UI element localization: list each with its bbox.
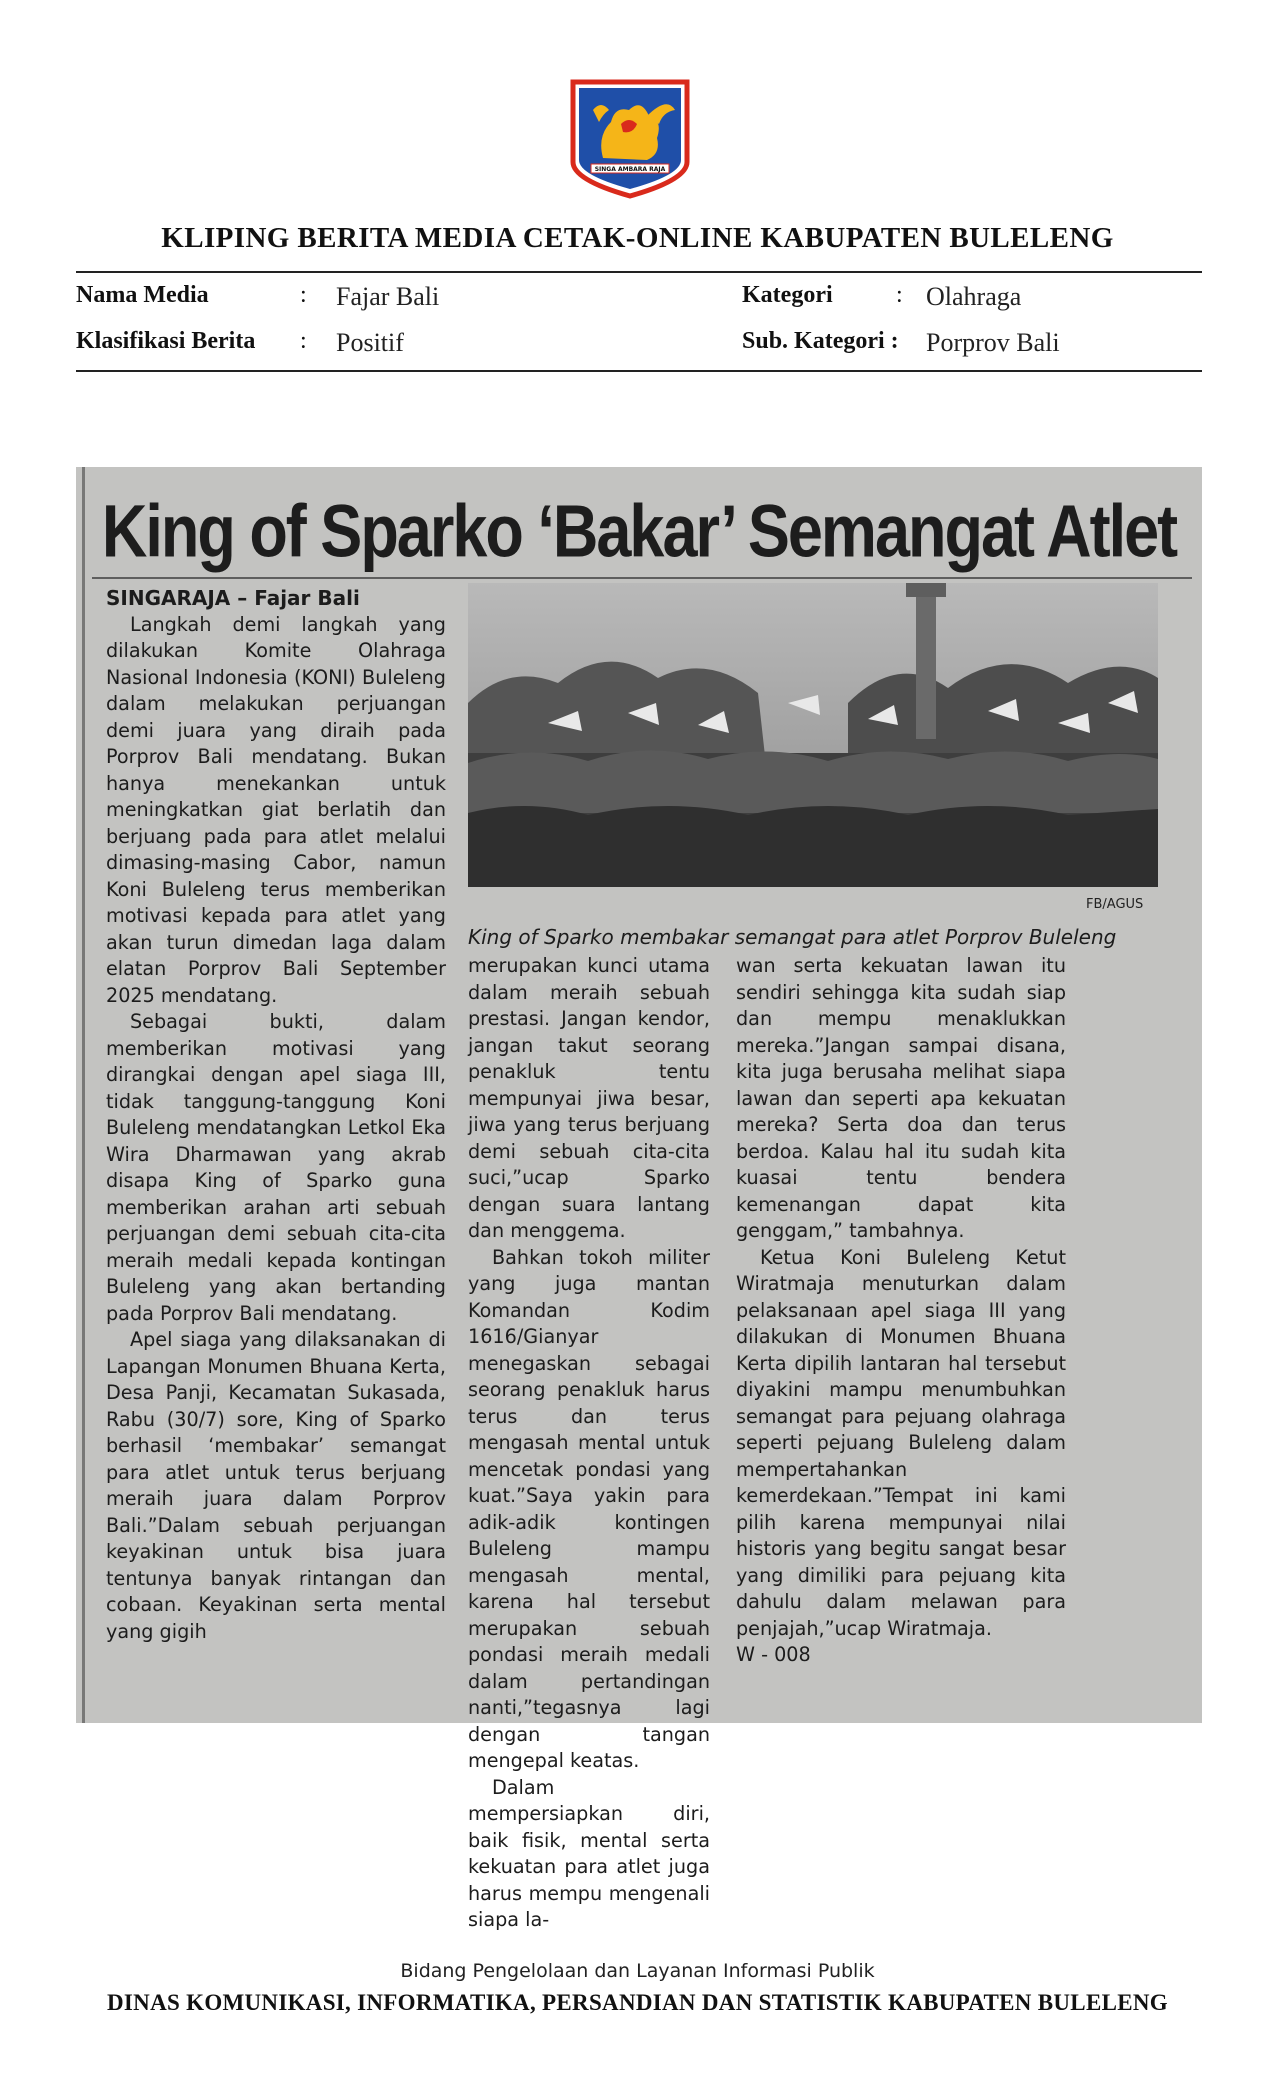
article-photo: [468, 583, 1158, 887]
newspaper-clipping: [76, 467, 1202, 1931]
article-byline-code: W - 008: [736, 1643, 811, 1666]
article-paragraph: Apel siaga yang dilaksanakan di Lapangan Monumen Bhuana Kerta, Desa Panji, Kecamatan Sukasada, Rabu (30/7) sore, King of Sparko berhasil ‘membakar’ semangat para atlet untuk terus berjuang meraih juara dalam Porprov Bali.”Dalam sebuah perjuangan keyakinan untuk bisa juara tentunya banyak rintangan dan cobaan. Keyakinan serta mental yang gigih: [106, 1328, 446, 1643]
subcategory-label: Sub. Kategori :: [742, 328, 899, 354]
category-label: Kategori: [742, 282, 833, 308]
article-dateline: SINGARAJA – Fajar Bali: [106, 586, 360, 610]
article-paragraph: merupakan kunci utama dalam meraih sebuah prestasi. Jangan kendor, jangan takut seorang penakluk tentu mempunyai jiwa besar, jiwa yang terus berjuang demi sebuah cita-cita suci,”ucap Sparko dengan suara lantang dan menggema.: [468, 954, 710, 1242]
photo-caption: King of Sparko membakar semangat para atlet Porprov Buleleng: [468, 925, 1117, 949]
article-headline: King of Sparko ‘Bakar’ Semangat Atlet: [101, 490, 1177, 573]
header-rule-top: [76, 271, 1202, 273]
subcategory-value: Porprov Bali: [926, 328, 1060, 357]
headline-rule: [92, 577, 1192, 579]
category-colon: :: [896, 282, 903, 308]
footer-subtitle: Bidang Pengelolaan dan Layanan Informasi Publik: [400, 1960, 875, 1982]
article-paragraph: Langkah demi langkah yang dilakukan Komite Olahraga Nasional Indonesia (KONI) Buleleng dalam melakukan perjuangan demi juara yang diraih pada Porprov Bali mendatang. Bukan hanya menekankan untuk meningkatkan giat berlatih dan berjuang pada para atlet melalui dimasing-masing Cabor, namun Koni Buleleng terus memberikan motivasi kepada para atlet yang akan turun dimedan laga dalam elatan Porprov Bali September 2025 mendatang.: [106, 612, 446, 1007]
article-column-2: [468, 953, 710, 1934]
photo-credit: FB/AGUS: [1086, 897, 1144, 912]
svg-text:SINGA AMBARA RAJA: SINGA AMBARA RAJA: [594, 166, 666, 173]
document-title: KLIPING BERITA MEDIA CETAK-ONLINE KABUPATEN BULELENG: [161, 222, 1114, 254]
article-paragraph: Ketua Koni Buleleng Ketut Wiratmaja menuturkan dalam pelaksanaan apel siaga III yang dilakukan di Monumen Bhuana Kerta dipilih lantaran hal tersebut diyakini mampu menumbuhkan semangat para pejuang olahraga seperti pejuang Buleleng dalam mempertahankan kemerdekaan.”Tempat ini kami pilih karena mempunyai nilai historis yang begitu sangat besar yang dimiliki para pejuang kita dahulu dalam melawan para penjajah,”ucap Wiratmaja.: [736, 1245, 1066, 1640]
footer-agency: DINAS KOMUNIKASI, INFORMATIKA, PERSANDIAN DAN STATISTIK KABUPATEN BULELENG: [107, 1990, 1168, 2015]
classification-value: Positif: [336, 328, 404, 357]
article-paragraph: wan serta kekuatan lawan itu sendiri sehingga kita sudah siap dan mempu menaklukkan mereka.”Jangan sampai disana, kita juga berusaha melihat siapa lawan dan seperti apa kekuatan mereka? Serta doa dan terus berdoa. Kalau hal itu sudah kita kuasai tentu bendera kemenangan dapat kita genggam,” tambahnya.: [736, 954, 1066, 1242]
media-name-colon: :: [300, 282, 307, 308]
category-value: Olahraga: [926, 282, 1022, 311]
classification-label: Klasifikasi Berita: [76, 328, 256, 354]
article-paragraph: Dalam mempersiapkan diri, baik fisik, mental serta kekuatan para atlet juga harus mempu mengenali siapa la-: [468, 1775, 710, 1931]
regency-emblem-logo: [563, 76, 697, 200]
article-paragraph: Bahkan tokoh militer yang juga mantan Komandan Kodim 1616/Gianyar menegaskan sebagai seorang penakluk harus terus dan terus mengasah mental untuk mencetak pondasi yang kuat.”Saya yakin para adik-adik kontingen Buleleng mampu mengasah mental, karena hal tersebut merupakan sebuah pondasi meraih medali dalam pertandingan nanti,”tegasnya lagi dengan tangan mengepal keatas.: [468, 1245, 710, 1772]
article-column-3: [736, 953, 1066, 1669]
header-rule-bottom: [76, 370, 1202, 372]
article-paragraph: Sebagai bukti, dalam memberikan motivasi yang dirangkai dengan apel siaga III, tidak tanggung-tanggung Koni Buleleng mendatangkan Letkol Eka Wira Dharmawan yang akrab disapa King of Sparko guna memberikan arahan arti sebuah perjuangan demi sebuah cita-cita meraih medali kepada kontingan Buleleng yang akan bertanding pada Porprov Bali mendatang.: [106, 1010, 446, 1325]
media-name-label: Nama Media: [76, 282, 209, 308]
classification-colon: :: [300, 328, 307, 354]
article-column-1: [106, 585, 446, 1645]
media-name-value: Fajar Bali: [336, 282, 440, 311]
